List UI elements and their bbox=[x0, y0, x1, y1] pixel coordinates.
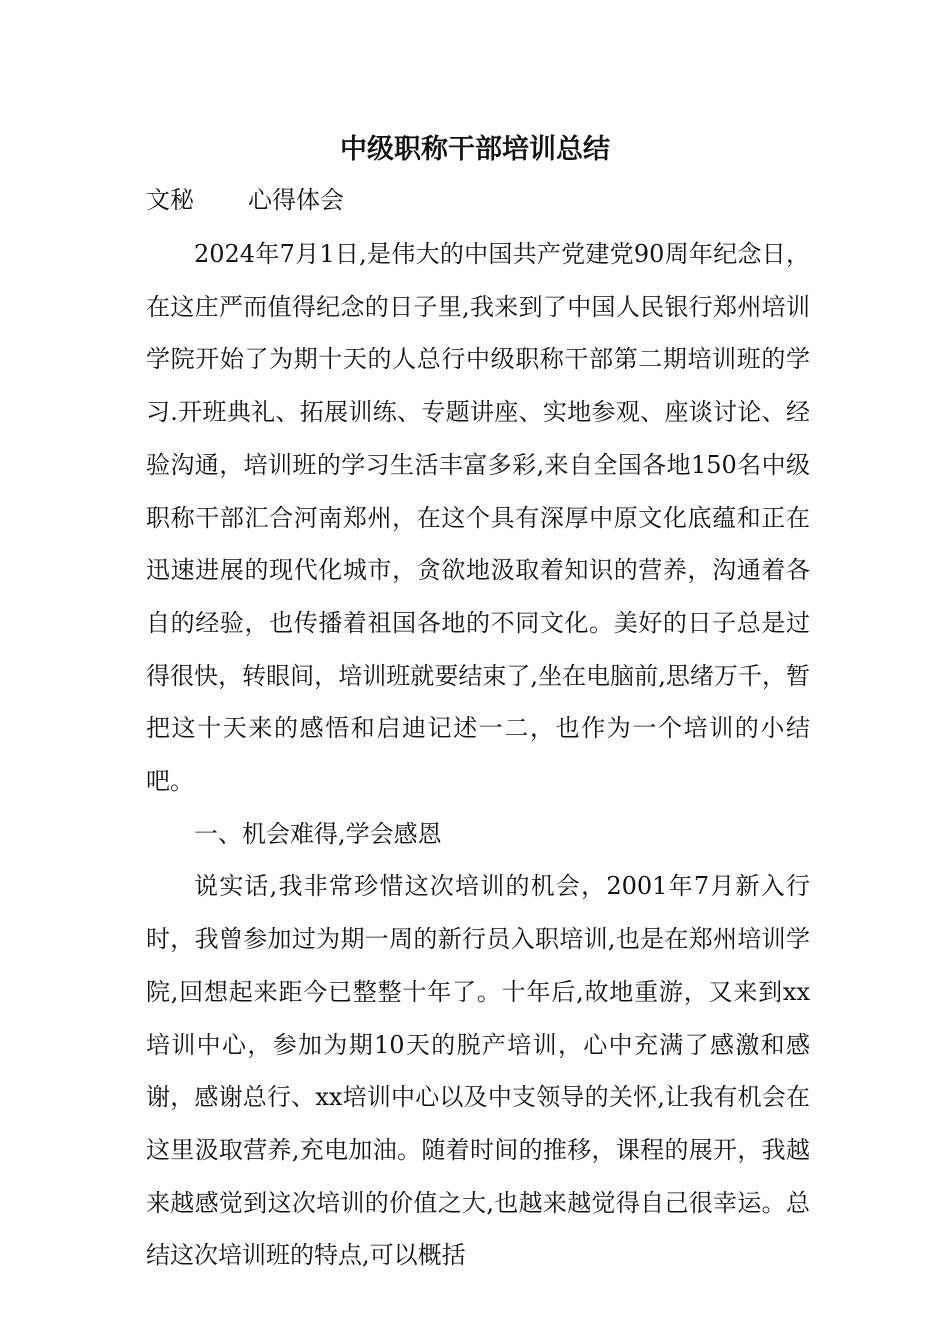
paragraph-intro: 2024年7月1日,是伟大的中国共产党建党90周年纪念日，在这庄严而值得纪念的日子里,我来到了中国人民银行郑州培训学院开始了为期十天的人总行中级职称干部第二期培训班的学习.开班典礼、拓展训练、专题讲座、实地参观、座谈讨论、经验沟通，培训班的学习生活丰富多彩,来自全国各地150名中级职称干部汇合河南郑州，在这个具有深厚中原文化底蕴和正在迅速进展的现代化城市，贪欲地汲取着知识的营养，沟通着各自的经验，也传播着祖国各地的不同文化。美好的日子总是过得很快，转眼间，培训班就要结束了,坐在电脑前,思绪万千，暂把这十天来的感悟和启迪记述一二，也作为一个培训的小结吧。 bbox=[146, 240, 810, 796]
subcategory-label: 心得体会 bbox=[248, 186, 344, 214]
section-heading-1: 一、机会难得,学会感恩 bbox=[194, 819, 442, 848]
document-body bbox=[146, 228, 810, 1282]
document-meta bbox=[146, 180, 344, 220]
document-title: 中级职称干部培训总结 bbox=[340, 134, 610, 165]
paragraph-section-1: 说实话,我非常珍惜这次培训的机会，2001年7月新入行时，我曾参加过为期一周的新行员入职培训,也是在郑州培训学院,回想起来距今已整整十年了。十年后,故地重游，又来到xx培训中心，参加为期10天的脱产培训，心中充满了感激和感谢，感谢总行、xx培训中心以及中支领导的关怀,让我有机会在这里汲取营养,充电加油。随着时间的推移，课程的展开，我越来越感觉到这次培训的价值之大,也越来越觉得自己很幸运。总结这次培训班的特点,可以概括 bbox=[146, 872, 810, 1270]
category-label: 文秘 bbox=[146, 186, 194, 214]
